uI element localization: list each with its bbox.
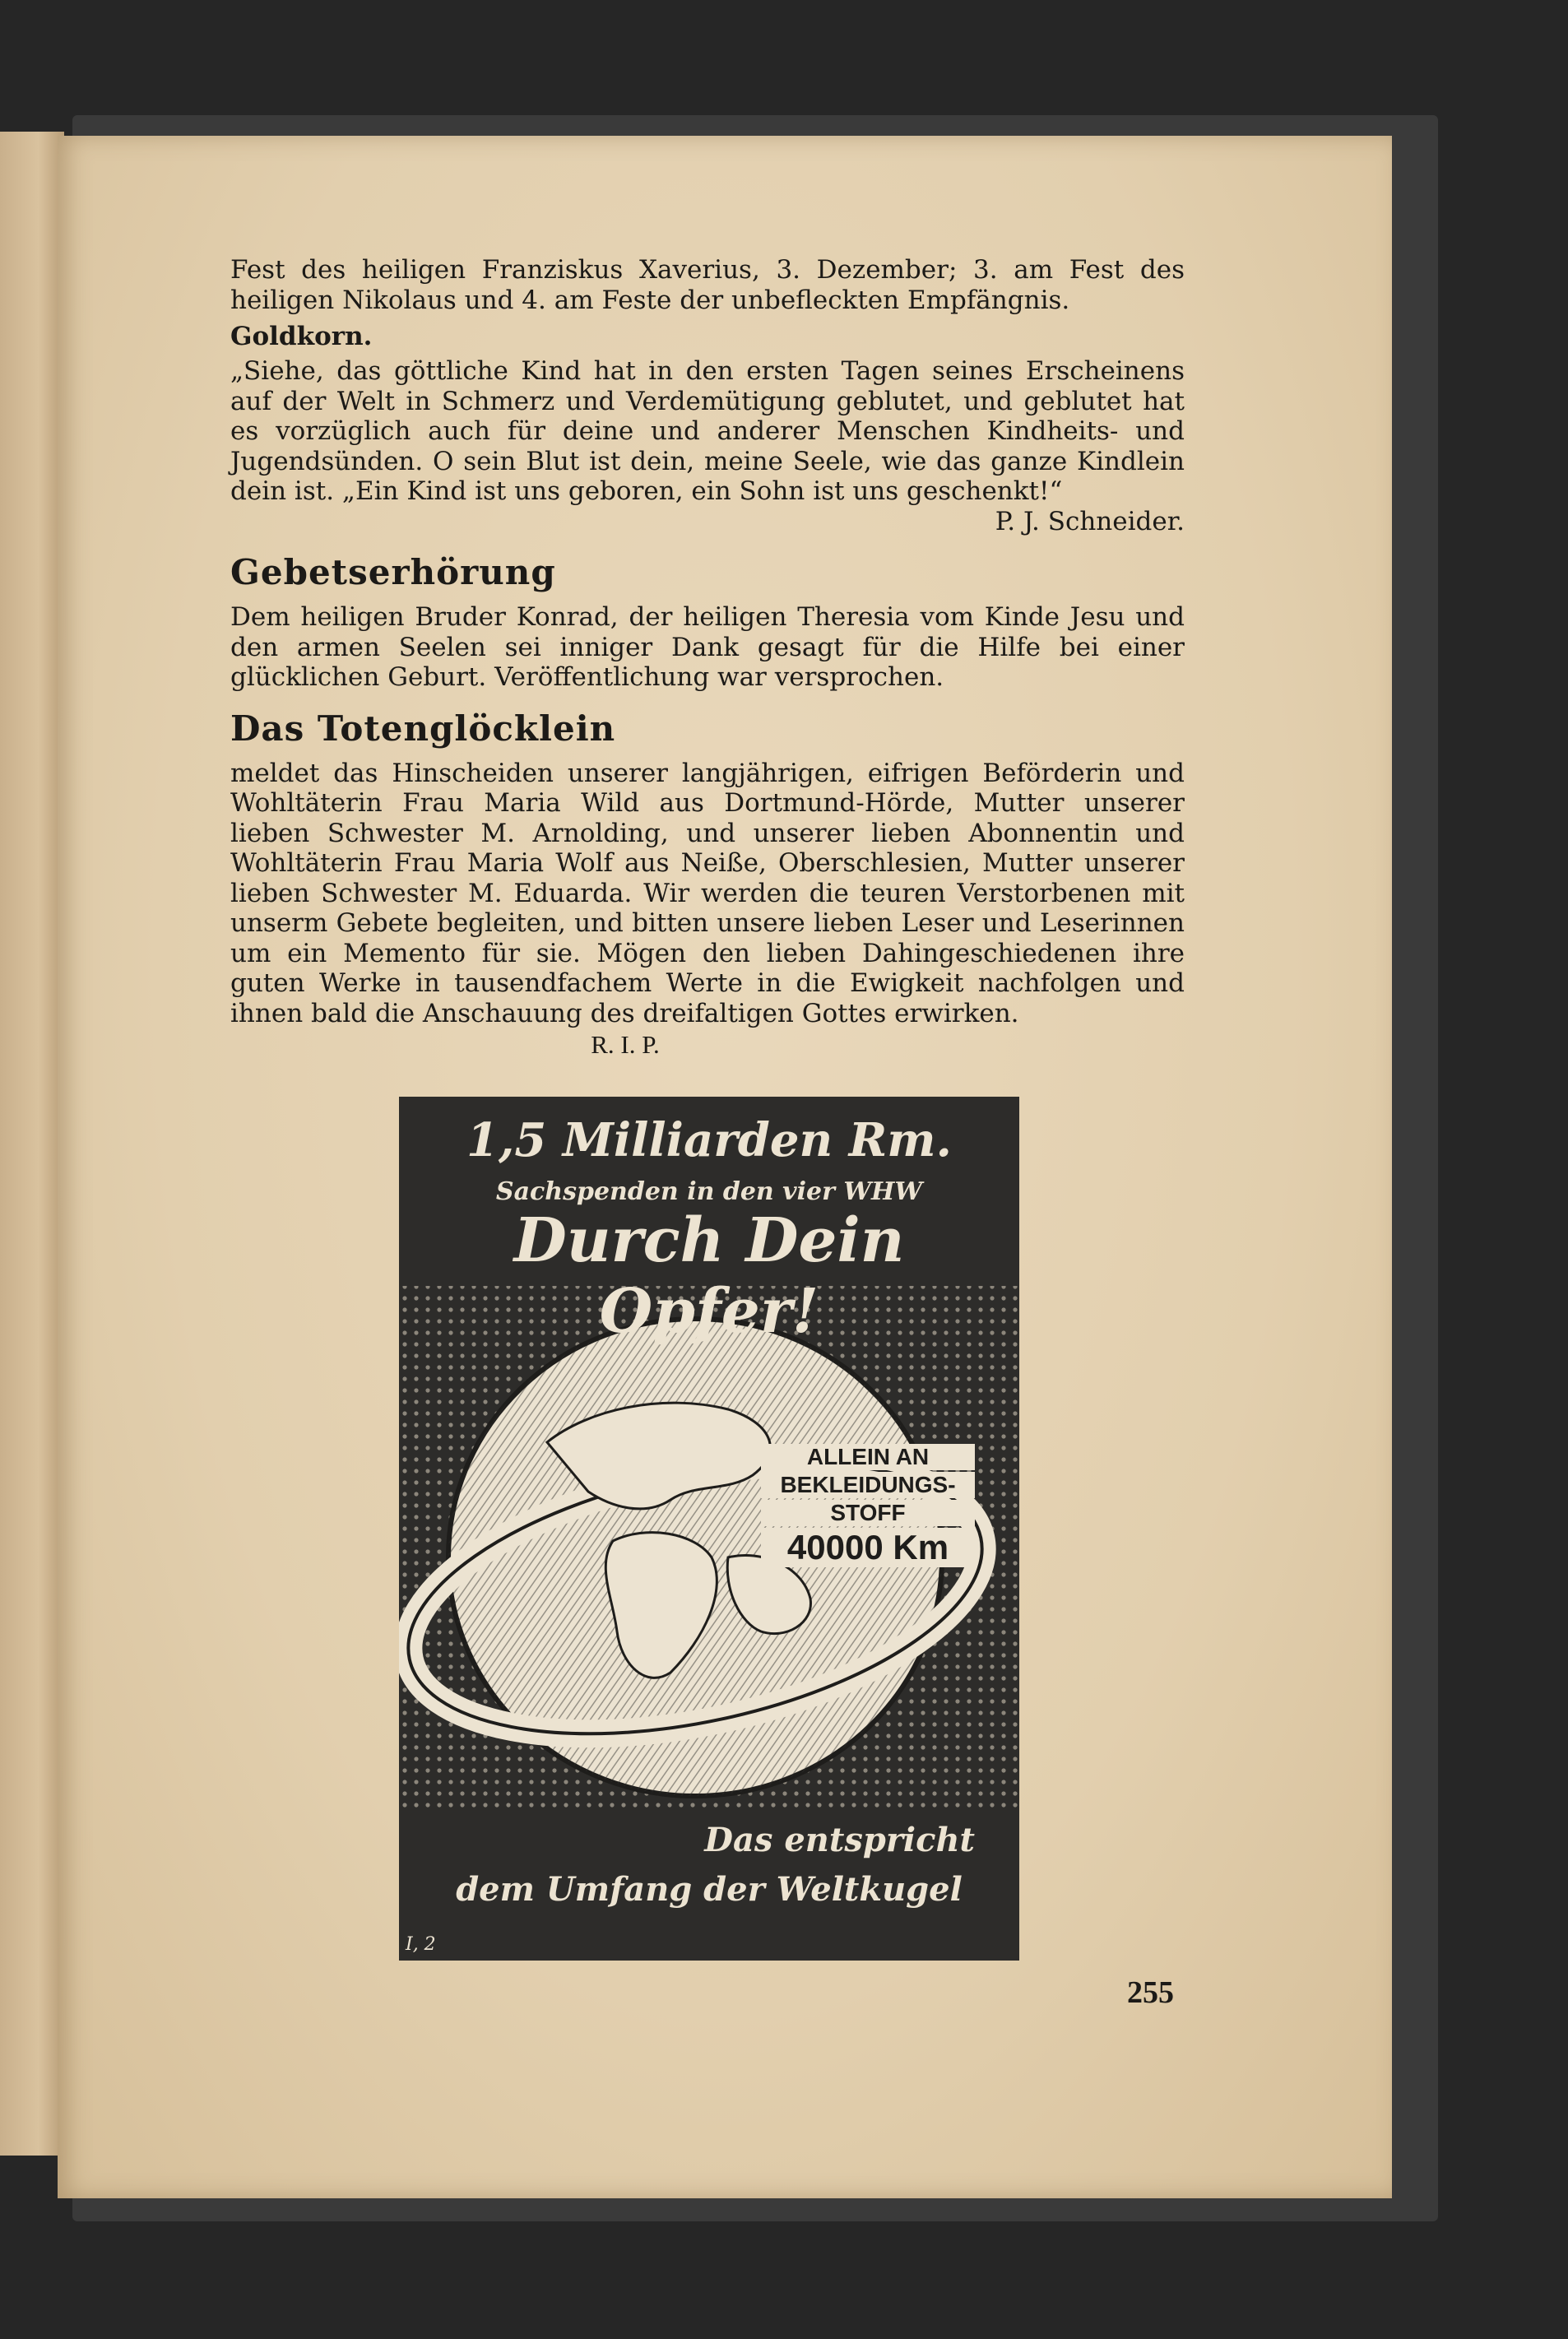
left-page-edge: [0, 132, 64, 2156]
page-number: 255: [1127, 1975, 1174, 2010]
poster-box-line2: BEKLEIDUNGS-: [761, 1472, 975, 1498]
intro-paragraph: Fest des heiligen Franziskus Xaverius, 3. Dezember; 3. am Fest des heiligen Nikolaus und 4. am Feste der unbefleckten Empfängnis.: [230, 255, 1185, 315]
poster-box-line1: ALLEIN AN: [761, 1444, 975, 1470]
goldkorn-paragraph: „Siehe, das göttliche Kind hat in den ersten Tagen seines Erscheinens auf der Welt in Schmerz und Verdemütigung geblutet, und geblutet hat es vorzüglich auch für deine und anderer Menschen Kindheits- und Jugendsünden. O sein Blut ist dein, meine Seele, wie das ganze Kindlein dein ist. „Ein Kind ist uns geboren, ein Sohn ist uns geschenkt!“: [230, 356, 1185, 506]
poster-caption-2: dem Umfang der Weltkugel: [456, 1870, 963, 1909]
poster-caption-1: Das entspricht: [704, 1821, 975, 1859]
totengloecklein-heading: Das Totenglöcklein: [230, 708, 616, 749]
whw-poster: [399, 1097, 1019, 1961]
poster-box-line4: 40000 Km: [761, 1528, 975, 1567]
goldkorn-heading: Goldkorn.: [230, 322, 373, 351]
rip-closing: R. I. P.: [591, 1030, 660, 1059]
goldkorn-signature: P. J. Schneider.: [995, 506, 1185, 536]
poster-slogan: Durch Dein Opfer!: [513, 1205, 905, 1347]
totengloecklein-paragraph: meldet das Hinscheiden unserer langjährigen, eifrigen Beförderin und Wohltäterin Frau Maria Wild aus Dortmund-Hörde, Mutter unserer lieben Schwester M. Arnolding, und unserer lieben Abonnentin und Wohltäterin Frau Maria Wolf aus Neiße, Oberschlesien, Mutter unserer lieben Schwester M. Eduarda. Wir werden die teuren Verstorbenen mit unserm Gebete begleiten, und bitten unsere lieben Leser und Leserinnen um ein Memento für sie. Mögen den lieben Dahingeschiedenen ihre guten Werke in tausendfachem Werte in die Ewigkeit nachfolgen und ihnen bald die Anschauung des dreifaltigen Gottes erwirken.: [230, 758, 1185, 1028]
poster-box-line3: STOFF: [761, 1500, 975, 1526]
gebetserhoerung-paragraph: Dem heiligen Bruder Konrad, der heiligen Theresia vom Kinde Jesu und den armen Seelen sei inniger Dank gesagt für die Hilfe bei einer glücklichen Geburt. Veröffentlichung war versprochen.: [230, 602, 1185, 692]
poster-headline: 1,5 Milliarden Rm.: [466, 1113, 953, 1167]
poster-subline: Sachspenden in den vier WHW: [495, 1177, 923, 1206]
poster-mark: I, 2: [406, 1934, 436, 1955]
page-content: [230, 255, 1185, 1060]
poster-fabric-box: [761, 1442, 975, 1569]
gebetserhoerung-heading: Gebetserhörung: [230, 552, 556, 592]
